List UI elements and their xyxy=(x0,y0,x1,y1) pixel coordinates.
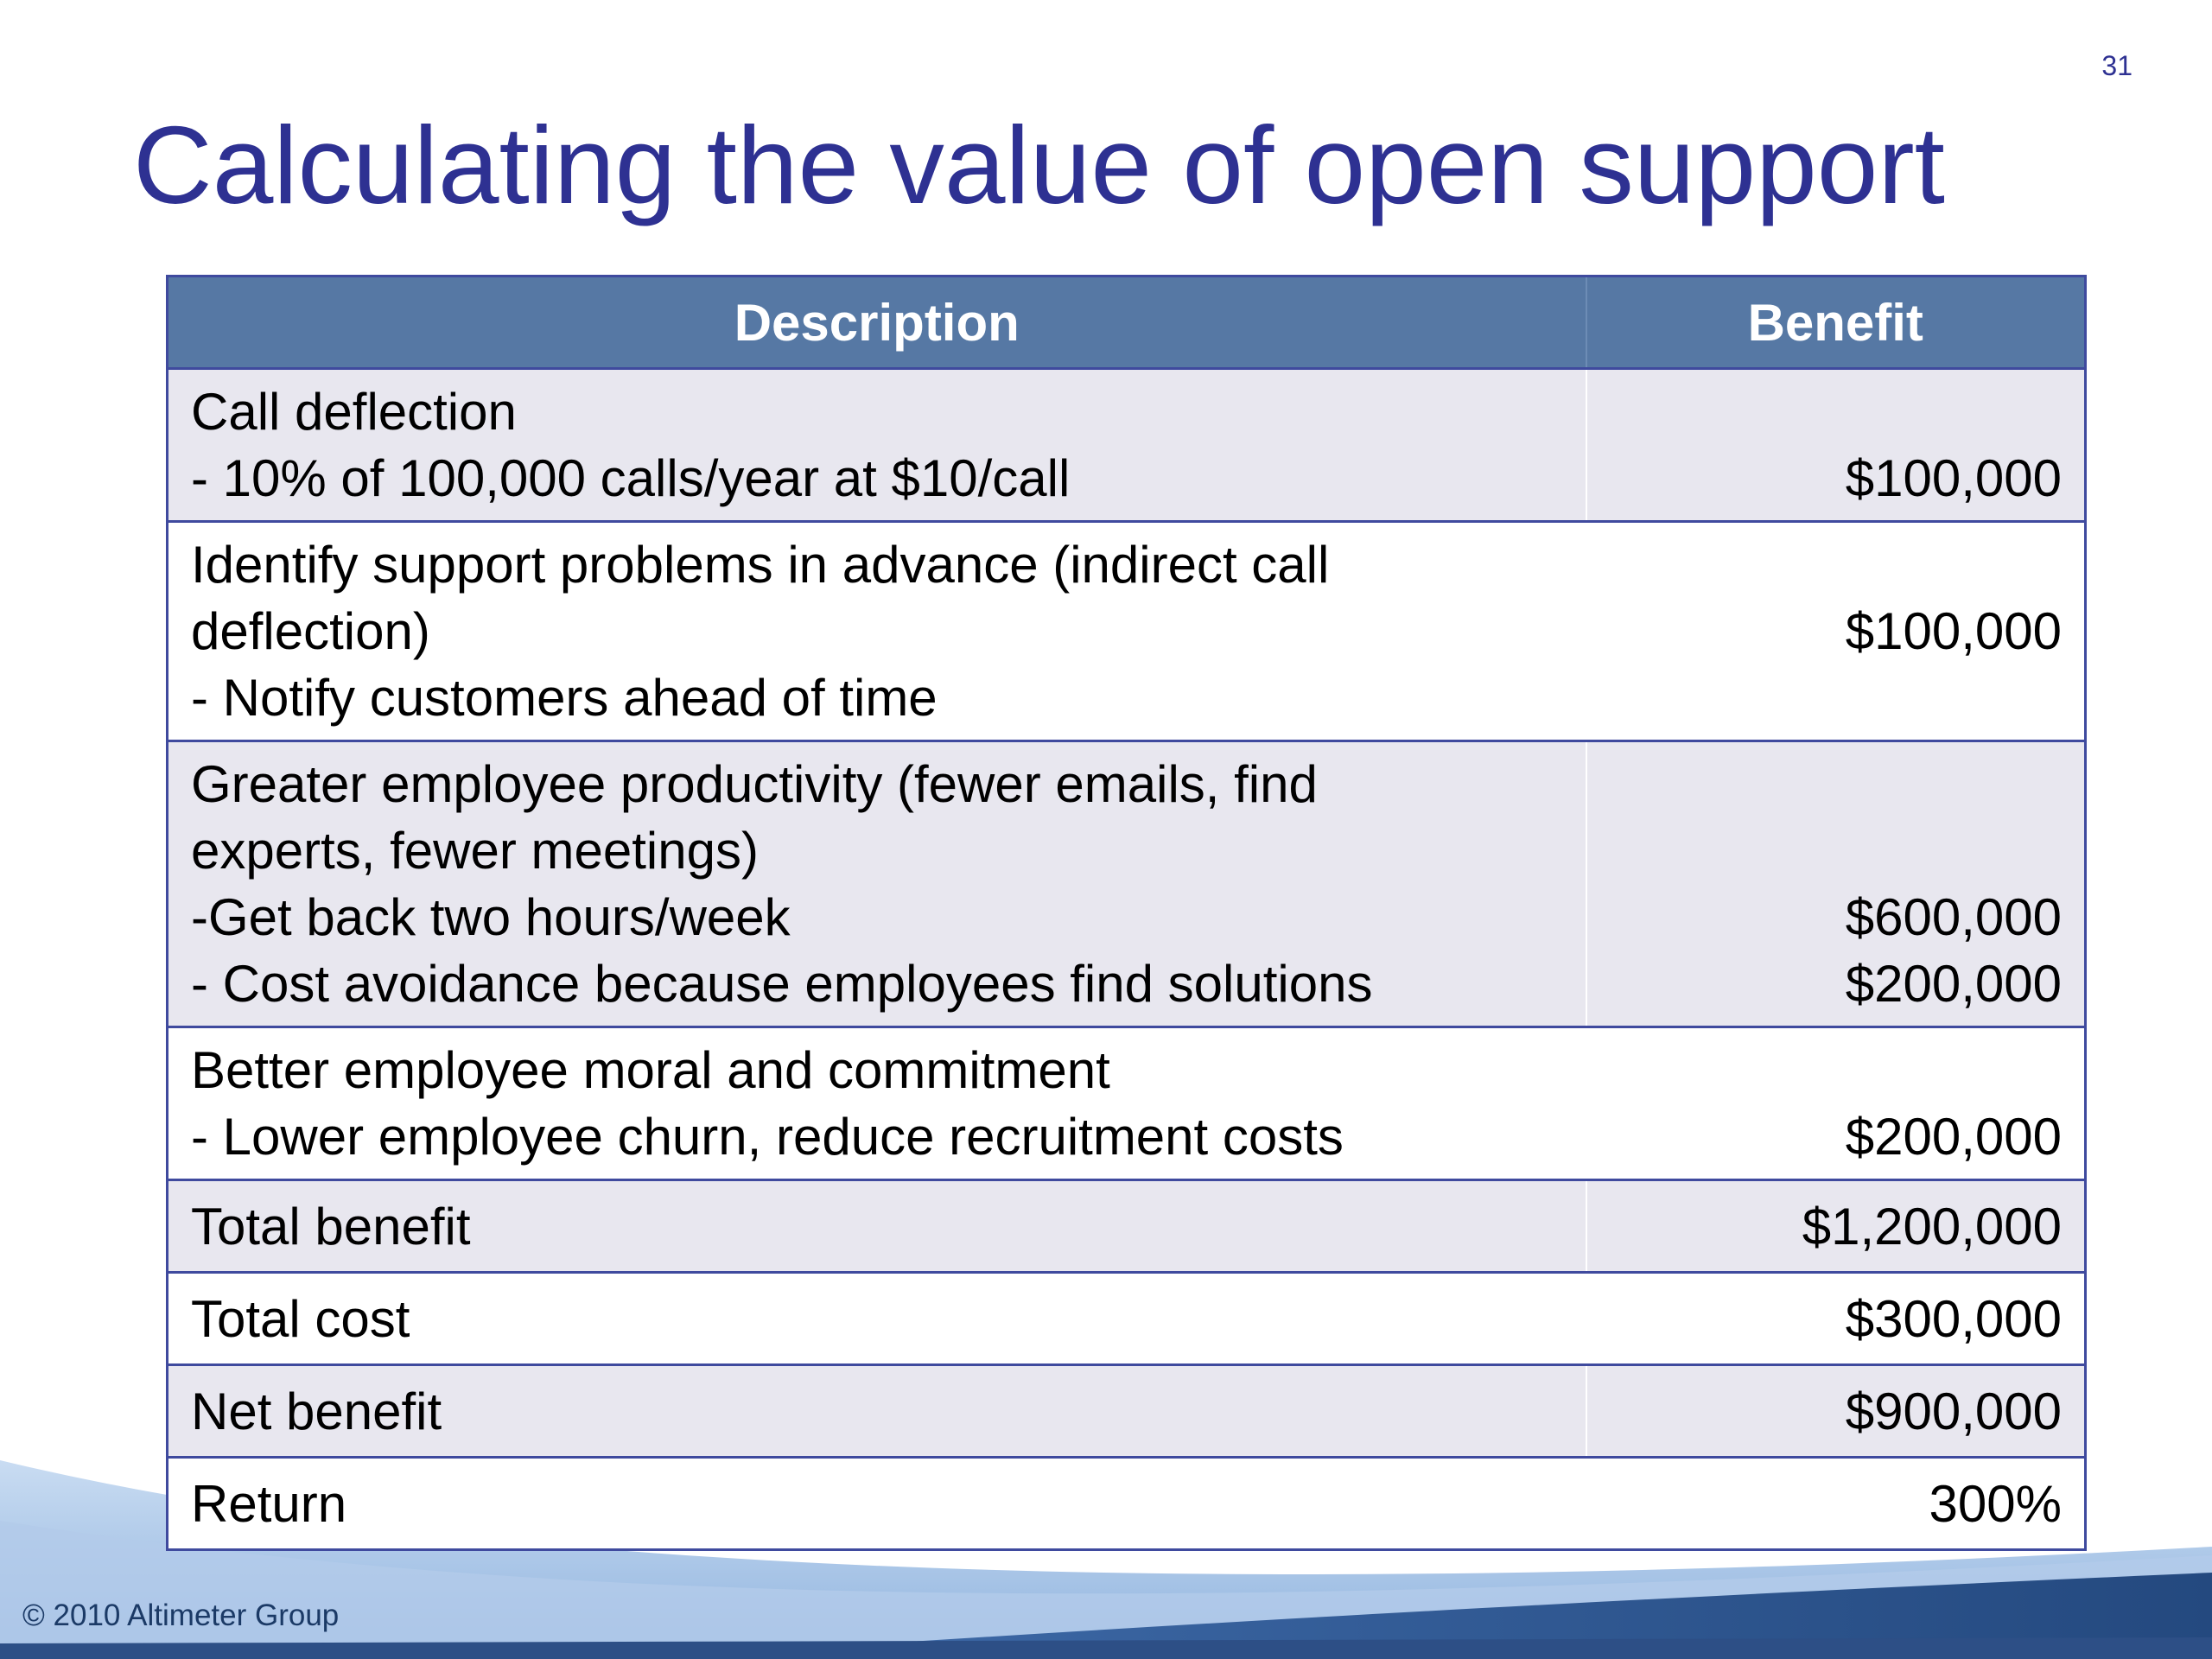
row-benefit xyxy=(1586,369,2086,522)
description-line: Net benefit xyxy=(191,1382,442,1440)
row-benefit xyxy=(1586,1458,2086,1550)
benefit-value: $200,000 xyxy=(1845,1108,2062,1166)
benefit-value: $200,000 xyxy=(1845,955,2062,1013)
row-description xyxy=(168,1273,1586,1365)
description-line: -Get back two hours/week xyxy=(191,888,791,946)
table-row-net-benefit xyxy=(168,1365,2086,1458)
table-row-total-cost xyxy=(168,1273,2086,1365)
benefit-value: $300,000 xyxy=(1845,1289,2062,1348)
slide-number: 31 xyxy=(2101,50,2133,81)
header-description: Description xyxy=(168,276,1586,369)
row-description xyxy=(168,741,1586,1027)
row-description xyxy=(168,522,1586,741)
table-row-return xyxy=(168,1458,2086,1550)
row-description xyxy=(168,1180,1586,1273)
copyright-footer: © 2010 Altimeter Group xyxy=(22,1599,340,1632)
description-line: deflection) xyxy=(191,602,430,660)
description-line: Better employee moral and commitment xyxy=(191,1041,1110,1099)
benefit-value: $900,000 xyxy=(1845,1382,2062,1440)
value-table xyxy=(166,275,2087,1551)
benefit-value: $100,000 xyxy=(1845,602,2062,660)
row-description xyxy=(168,1027,1586,1180)
row-description xyxy=(168,369,1586,522)
benefit-value: $600,000 xyxy=(1845,888,2062,946)
row-benefit xyxy=(1586,1180,2086,1273)
description-line: Call deflection xyxy=(191,383,517,441)
table-row xyxy=(168,1027,2086,1180)
row-benefit xyxy=(1586,1273,2086,1365)
benefit-value: 300% xyxy=(1929,1474,2062,1533)
description-line: - Lower employee churn, reduce recruitment costs xyxy=(191,1108,1344,1166)
row-description xyxy=(168,1458,1586,1550)
row-benefit xyxy=(1586,741,2086,1027)
row-description xyxy=(168,1365,1586,1458)
row-benefit xyxy=(1586,1365,2086,1458)
description-line: - Cost avoidance because employees find solutions xyxy=(191,955,1373,1013)
description-line: Greater employee productivity (fewer emails, find xyxy=(191,755,1318,813)
description-line: - 10% of 100,000 calls/year at $10/call xyxy=(191,449,1071,507)
description-line: - Notify customers ahead of time xyxy=(191,669,938,727)
benefit-value: $100,000 xyxy=(1845,449,2062,507)
description-line: Identify support problems in advance (indirect call xyxy=(191,536,1330,594)
table-row xyxy=(168,741,2086,1027)
description-line: Return xyxy=(191,1474,347,1533)
table-header-row xyxy=(168,276,2086,369)
row-benefit xyxy=(1586,522,2086,741)
description-line: Total benefit xyxy=(191,1197,471,1255)
description-line: Total cost xyxy=(191,1289,410,1348)
table-row-total-benefit xyxy=(168,1180,2086,1273)
slide-title: Calculating the value of open support xyxy=(133,104,1945,226)
row-benefit xyxy=(1586,1027,2086,1180)
header-benefit: Benefit xyxy=(1586,276,2086,369)
table-row xyxy=(168,369,2086,522)
description-line: experts, fewer meetings) xyxy=(191,822,759,880)
benefit-value: $1,200,000 xyxy=(1802,1197,2062,1255)
table-row xyxy=(168,522,2086,741)
